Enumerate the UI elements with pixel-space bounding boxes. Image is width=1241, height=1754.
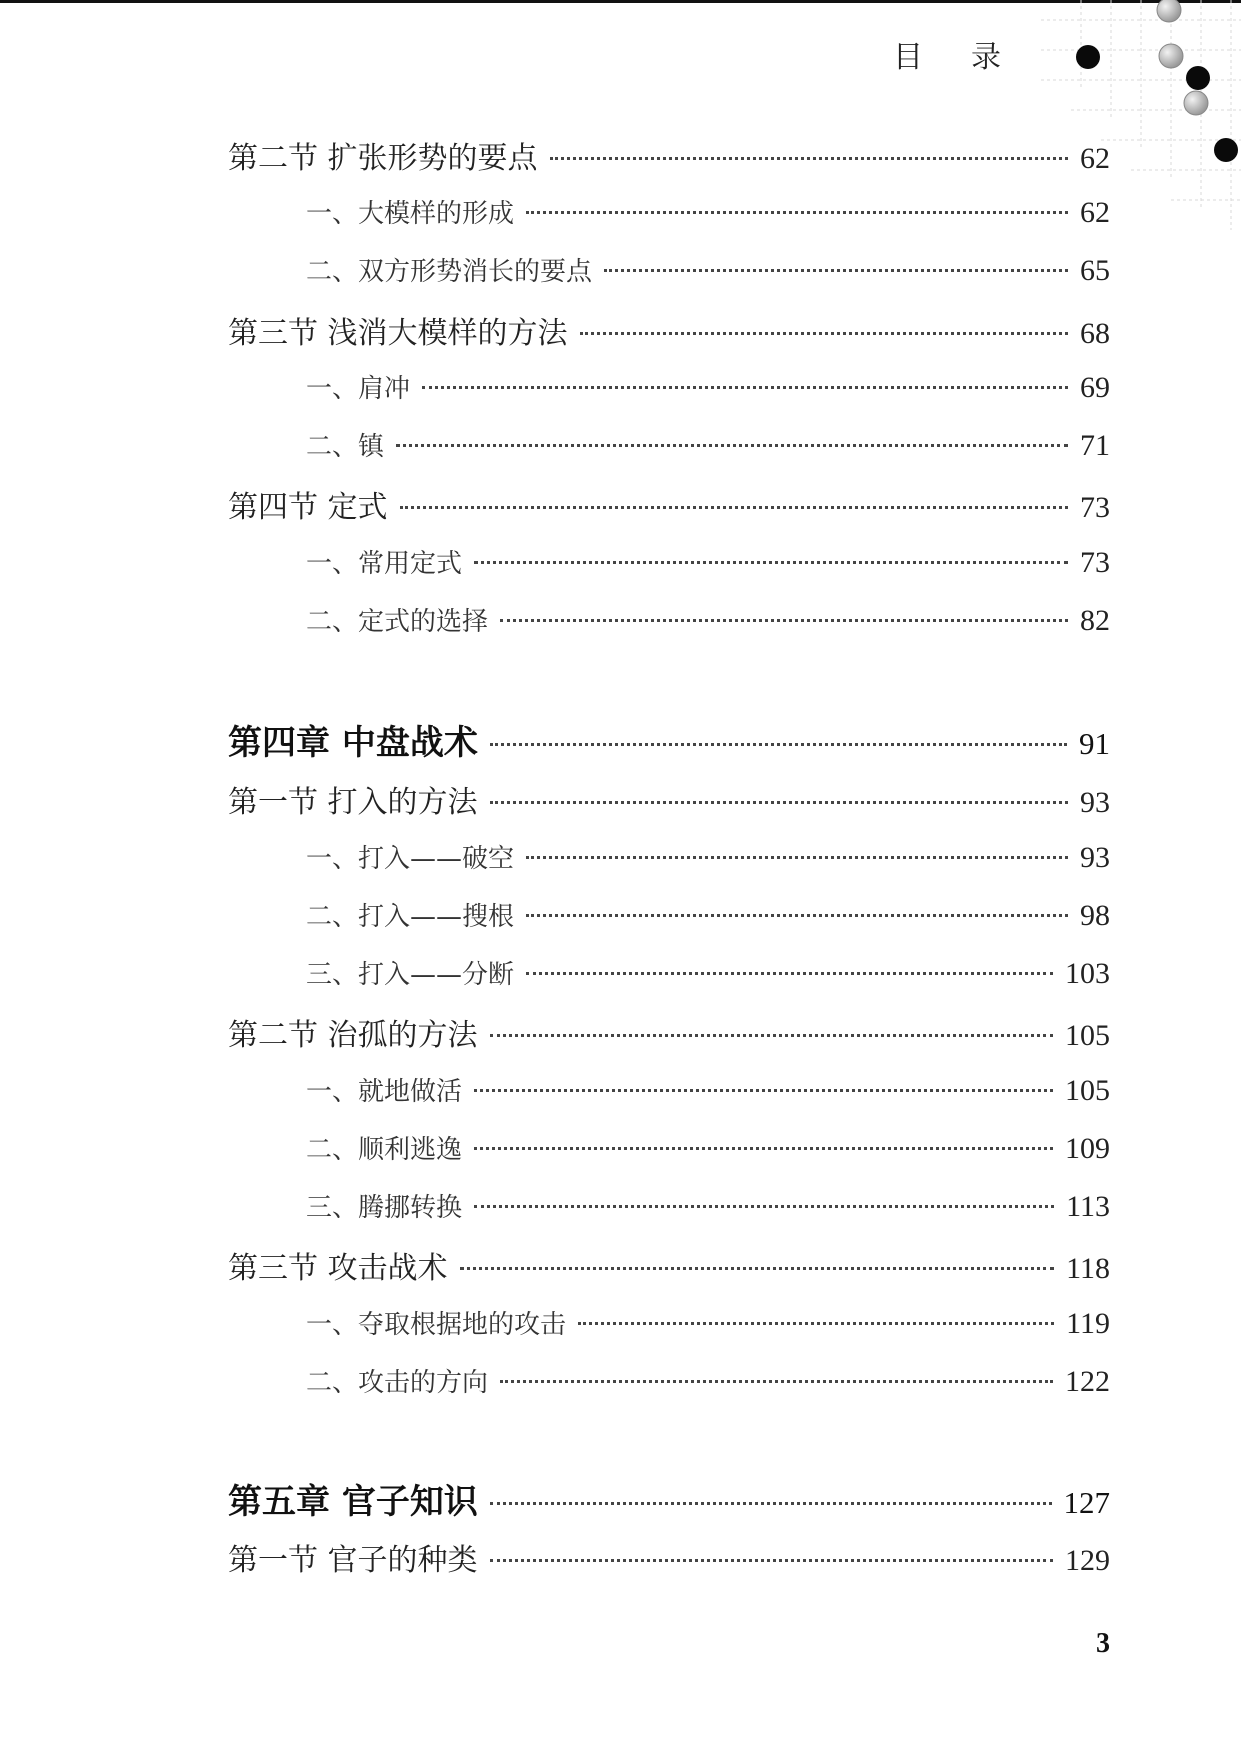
running-head-char-2: 录 (971, 40, 1005, 75)
dot-leader (490, 801, 1068, 804)
toc-entry[interactable] (228, 1535, 1110, 1579)
toc-entry-page: 73 (1080, 546, 1110, 579)
toc-entry-page: 129 (1065, 1544, 1110, 1577)
toc-entry[interactable] (228, 777, 1110, 821)
dot-leader (490, 743, 1067, 746)
toc-entry[interactable] (306, 838, 1110, 875)
dot-leader (526, 211, 1068, 214)
toc-entry[interactable] (306, 251, 1110, 288)
toc-entry[interactable] (306, 193, 1110, 230)
dot-leader (500, 619, 1068, 622)
toc-entry-page: 91 (1079, 726, 1110, 761)
toc-entry[interactable] (306, 1362, 1110, 1399)
dot-leader (526, 914, 1068, 917)
toc-entry-label: 二、顺利逃逸 (306, 1135, 463, 1165)
toc-entry[interactable] (228, 133, 1110, 177)
dot-leader (490, 1034, 1053, 1037)
toc-entry-label: 一、打入——破空 (306, 844, 515, 874)
toc-entry-label: 一、就地做活 (306, 1077, 463, 1107)
toc-entry-label: 一、常用定式 (306, 549, 463, 579)
toc-entry-page: 69 (1080, 371, 1110, 404)
toc-entry[interactable] (228, 482, 1110, 526)
toc-entry-label: 第三节 攻击战术 (228, 1251, 448, 1286)
toc-entry-label: 二、双方形势消长的要点 (306, 257, 593, 287)
toc-entry-page: 73 (1080, 491, 1110, 524)
toc-entry-page: 122 (1065, 1365, 1110, 1398)
toc-entry-page: 109 (1065, 1132, 1110, 1165)
toc-entry-label: 第二节 治孤的方法 (228, 1018, 478, 1053)
dot-leader (474, 1147, 1053, 1150)
toc-entry[interactable] (228, 1010, 1110, 1054)
toc-entry-label: 二、攻击的方向 (306, 1368, 489, 1398)
toc-entry-page: 127 (1063, 1485, 1110, 1520)
toc-entry-page: 71 (1080, 429, 1110, 462)
toc-entry[interactable] (306, 1304, 1110, 1341)
toc-entry[interactable] (228, 1243, 1110, 1287)
running-head (893, 32, 1005, 76)
toc-entry-label: 二、镇 (306, 432, 385, 462)
toc-entry[interactable] (306, 896, 1110, 933)
toc-entry-label: 第一节 官子的种类 (228, 1543, 478, 1578)
dot-leader (550, 157, 1068, 160)
toc-entry-page: 118 (1066, 1252, 1110, 1285)
toc-entry-page: 105 (1065, 1074, 1110, 1107)
toc-entry[interactable] (228, 715, 1110, 764)
dot-leader (490, 1559, 1053, 1562)
toc-entry-label: 一、肩冲 (306, 374, 411, 404)
toc-entry-page: 105 (1065, 1019, 1110, 1052)
toc-entry[interactable] (306, 543, 1110, 580)
toc-entry[interactable] (306, 1071, 1110, 1108)
toc-entry-page: 103 (1065, 957, 1110, 990)
dot-leader (396, 444, 1068, 447)
page-number: 3 (1096, 1628, 1110, 1659)
toc-entry[interactable] (306, 601, 1110, 638)
toc-entry[interactable] (228, 308, 1110, 352)
dot-leader (526, 856, 1068, 859)
toc-entry-page: 93 (1080, 786, 1110, 819)
toc-entry-label: 第四章 中盘战术 (228, 723, 478, 763)
toc-entry-page: 62 (1080, 196, 1110, 229)
dot-leader (604, 269, 1068, 272)
dot-leader (422, 386, 1068, 389)
toc-entry-page: 62 (1080, 142, 1110, 175)
toc-entry-label: 二、打入——搜根 (306, 902, 515, 932)
toc-entry-label: 第四节 定式 (228, 490, 388, 525)
toc-entry-page: 113 (1066, 1190, 1110, 1223)
toc-entry-page: 93 (1080, 841, 1110, 874)
toc-entry-label: 三、打入——分断 (306, 960, 515, 990)
dot-leader (500, 1380, 1053, 1383)
dot-leader (460, 1267, 1055, 1270)
toc-entry-label: 三、腾挪转换 (306, 1193, 463, 1223)
toc-entry-page: 98 (1080, 899, 1110, 932)
toc-entry[interactable] (306, 954, 1110, 991)
toc-entry-label: 第三节 浅消大模样的方法 (228, 316, 568, 351)
toc-entry-label: 第一节 打入的方法 (228, 785, 478, 820)
toc-entry-label: 第五章 官子知识 (228, 1482, 478, 1522)
toc-entry[interactable] (228, 1474, 1110, 1523)
toc-entry-page: 65 (1080, 254, 1110, 287)
toc-entry-page: 68 (1080, 317, 1110, 350)
dot-leader (490, 1502, 1052, 1505)
running-head-char-1: 目 (893, 40, 927, 75)
dot-leader (474, 1089, 1053, 1092)
toc-entry[interactable] (306, 1187, 1110, 1224)
toc-entry-label: 第二节 扩张形势的要点 (228, 141, 538, 176)
toc-entry-label: 一、夺取根据地的攻击 (306, 1310, 567, 1340)
toc-entry-page: 82 (1080, 604, 1110, 637)
dot-leader (474, 561, 1068, 564)
toc-entry[interactable] (306, 368, 1110, 405)
toc-entry-label: 二、定式的选择 (306, 607, 489, 637)
dot-leader (580, 332, 1068, 335)
dot-leader (578, 1322, 1054, 1325)
dot-leader (474, 1205, 1054, 1208)
dot-leader (400, 506, 1068, 509)
toc-entry[interactable] (306, 426, 1110, 463)
toc-entry[interactable] (306, 1129, 1110, 1166)
toc-entry-label: 一、大模样的形成 (306, 199, 515, 229)
toc-entry-page: 119 (1066, 1307, 1110, 1340)
dot-leader (526, 972, 1053, 975)
